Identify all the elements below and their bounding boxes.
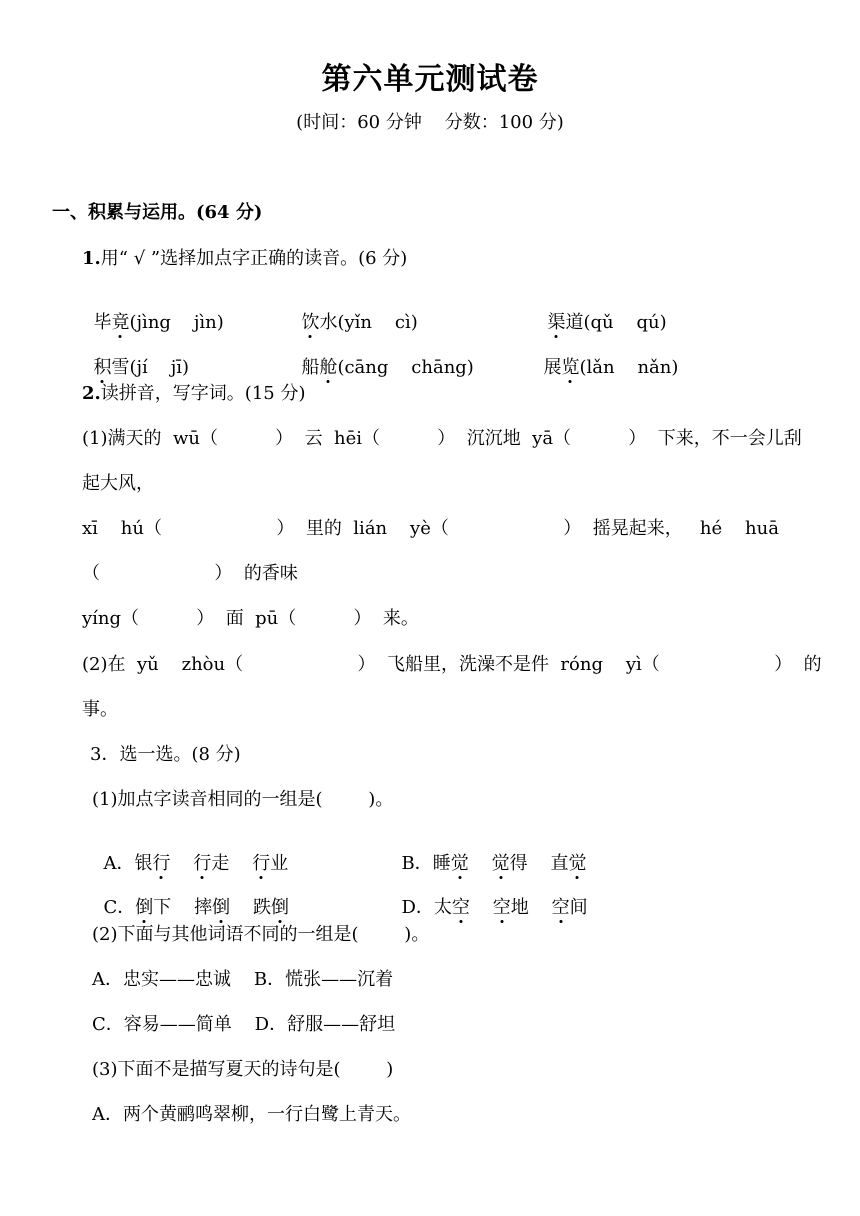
item-char: 展 xyxy=(543,357,562,378)
question-number: 2. xyxy=(82,383,101,404)
subquestion-1-stem[interactable]: (1)加点字读音相同的一组是( )。 xyxy=(92,789,394,810)
pinyin-options[interactable]: (jìng jìn) xyxy=(129,312,224,333)
pinyin-choice-item xyxy=(82,287,224,334)
pinyin-choice-item xyxy=(290,332,474,379)
dotted-char: 渠 xyxy=(547,312,566,333)
option-char: 直 xyxy=(550,853,569,874)
dotted-char: 竟 xyxy=(111,312,130,333)
option-char: 地 xyxy=(510,897,529,918)
dotted-char: 空 xyxy=(451,897,470,918)
dotted-char: 览 xyxy=(561,357,580,378)
option-d[interactable] xyxy=(390,872,588,919)
page-title: 第六单元测试卷 xyxy=(321,62,539,97)
dotted-char: 觉 xyxy=(568,853,587,874)
dotted-char: 行 xyxy=(252,853,271,874)
pinyin-choice-item xyxy=(532,332,678,379)
dotted-char: 行 xyxy=(152,853,171,874)
section-heading: 一、积累与运用。(64 分) xyxy=(52,202,263,223)
pinyin-fill-line: 起大风， xyxy=(82,473,154,494)
pinyin-options[interactable]: (jí jī) xyxy=(129,357,190,378)
option-char: 睡 xyxy=(432,853,451,874)
pinyin-options[interactable]: (cāng chāng) xyxy=(337,357,474,378)
question-text: 用“ √ ”选择加点字正确的读音。(6 分) xyxy=(100,248,408,269)
item-char: 雪 xyxy=(111,357,130,378)
subquestion-2-options-row[interactable]: C．容易——简单 D．舒服——舒坦 xyxy=(92,1014,396,1035)
pinyin-choice-item xyxy=(290,287,418,334)
dotted-char: 觉 xyxy=(450,853,469,874)
pinyin-fill-line[interactable]: xī hú（ ） 里的 lián yè（ ） 摇晃起来， hé huā xyxy=(82,518,779,539)
option-char: 得 xyxy=(509,853,528,874)
subquestion-2-stem[interactable]: (2)下面与其他词语不同的一组是( )。 xyxy=(92,924,430,945)
pinyin-fill-line[interactable]: （ ） 的香味 xyxy=(82,563,298,584)
pinyin-choice-item xyxy=(536,287,667,334)
pinyin-fill-line: 事。 xyxy=(82,699,118,720)
item-char: 水 xyxy=(319,312,338,333)
dotted-char: 舱 xyxy=(319,357,338,378)
dotted-char: 饮 xyxy=(301,312,320,333)
pinyin-fill-line[interactable]: (1)满天的 wū（ ） 云 hēi（ ） 沉沉地 yā（ ） 下来，不一会儿刮 xyxy=(82,428,802,449)
dotted-char: 行 xyxy=(193,853,212,874)
pinyin-choice-item xyxy=(82,332,189,379)
question-text: 读拼音，写字词。(15 分) xyxy=(100,383,306,404)
dotted-char: 倒 xyxy=(271,897,290,918)
item-char: 船 xyxy=(301,357,320,378)
option-c[interactable] xyxy=(92,872,289,919)
subquestion-3-stem[interactable]: (3)下面不是描写夏天的诗句是( ) xyxy=(92,1059,394,1080)
question-3-prompt: 3．选一选。(8 分) xyxy=(90,744,241,765)
option-char: 摔 xyxy=(194,897,213,918)
pinyin-options[interactable]: (lǎn nǎn) xyxy=(579,357,679,378)
option-b[interactable] xyxy=(390,828,586,875)
option-char: 太 xyxy=(433,897,452,918)
option-label: C． xyxy=(103,897,136,918)
subquestion-2-options-row[interactable]: A．忠实——忠诚 B．慌张——沉着 xyxy=(92,969,394,990)
dotted-char: 积 xyxy=(93,357,112,378)
dotted-char: 倒 xyxy=(212,897,231,918)
option-char: 间 xyxy=(569,897,588,918)
question-number: 1. xyxy=(82,248,101,269)
page-subtitle: (时间：60 分钟 分数：100 分) xyxy=(296,112,564,133)
option-char: 走 xyxy=(211,853,230,874)
item-char: 毕 xyxy=(93,312,112,333)
option-label: B． xyxy=(401,853,433,874)
option-char: 业 xyxy=(270,853,289,874)
pinyin-fill-line[interactable]: yíng（ ） 面 pū（ ） 来。 xyxy=(82,608,419,629)
question-1-prompt xyxy=(82,244,407,270)
dotted-char: 空 xyxy=(551,897,570,918)
pinyin-fill-line[interactable]: (2)在 yǔ zhòu（ ） 飞船里，洗澡不是件 róng yì（ ） 的 xyxy=(82,654,822,675)
option-char: 下 xyxy=(153,897,172,918)
dotted-char: 觉 xyxy=(491,853,510,874)
option-char: 跌 xyxy=(253,897,272,918)
dotted-char: 空 xyxy=(492,897,511,918)
pinyin-options[interactable]: (yǐn cì) xyxy=(337,312,418,333)
item-char: 道 xyxy=(565,312,584,333)
option-a[interactable] xyxy=(92,828,288,875)
dotted-char: 倒 xyxy=(135,897,154,918)
pinyin-options[interactable]: (qǔ qú) xyxy=(583,312,667,333)
option-label: A． xyxy=(103,853,135,874)
question-2-prompt xyxy=(82,379,305,405)
option-char: 银 xyxy=(134,853,153,874)
subquestion-3-option-a[interactable]: A．两个黄鹂鸣翠柳，一行白鹭上青天。 xyxy=(92,1104,411,1125)
option-label: D． xyxy=(401,897,434,918)
